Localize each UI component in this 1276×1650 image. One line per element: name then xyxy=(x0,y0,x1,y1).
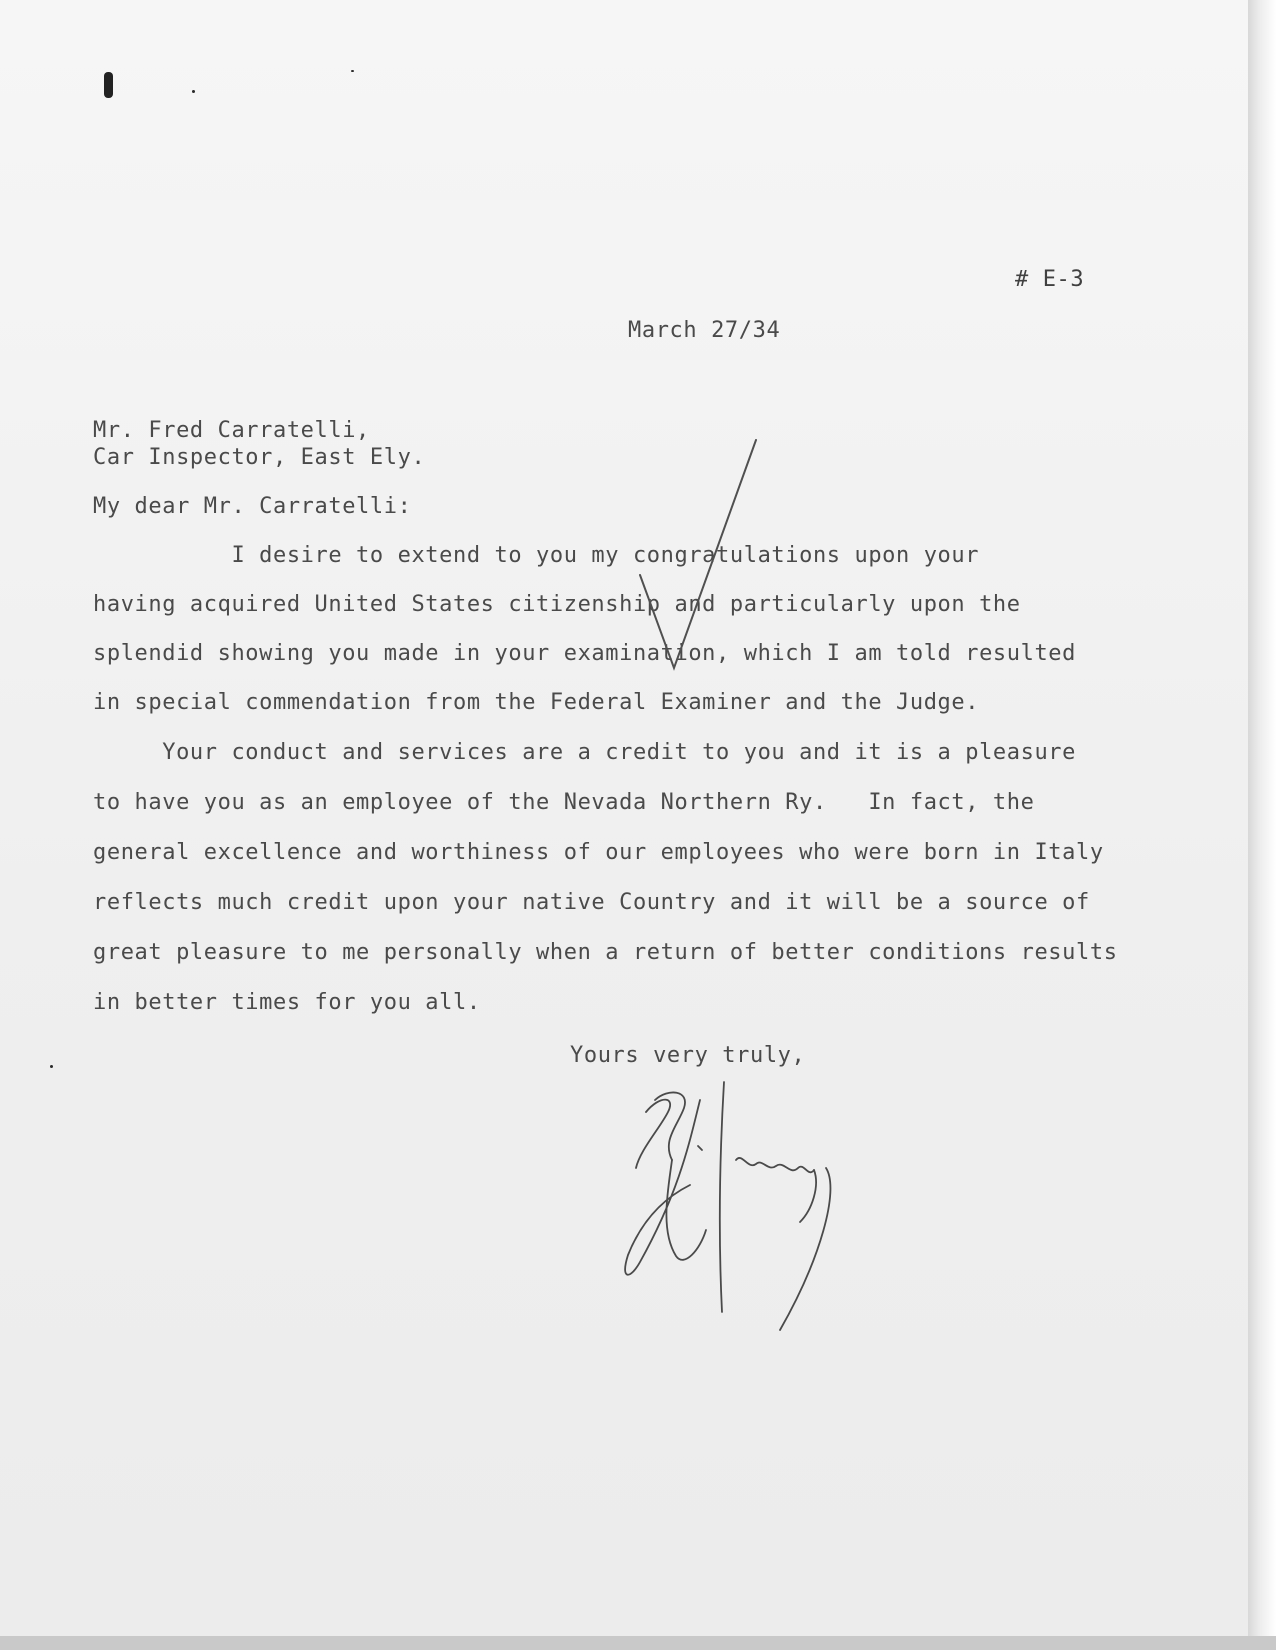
recipient-title: Car Inspector, East Ely. xyxy=(93,445,426,470)
letter-date: March 27/34 xyxy=(628,318,781,343)
salutation: My dear Mr. Carratelli: xyxy=(93,494,412,519)
signature-image xyxy=(625,1082,830,1330)
scan-edge xyxy=(1248,0,1276,1650)
recipient-name: Mr. Fred Carratelli, xyxy=(93,418,370,443)
body-line: reflects much credit upon your native Country and it will be a source of xyxy=(93,890,1090,915)
closing: Yours very truly, xyxy=(570,1043,806,1068)
body-line: splendid showing you made in your examination, which I am told resulted xyxy=(93,641,1077,666)
body-line: to have you as an employee of the Nevada Northern Ry. In fact, the xyxy=(93,790,1035,815)
body-line: general excellence and worthiness of our employees who were born in Italy xyxy=(93,840,1104,865)
scan-edge xyxy=(0,1636,1276,1650)
body-line: in special commendation from the Federal Examiner and the Judge. xyxy=(93,690,980,715)
check-mark-icon xyxy=(640,440,756,668)
body-line: in better times for you all. xyxy=(93,990,481,1015)
body-line: I desire to extend to you my congratulations upon your xyxy=(93,543,980,568)
body-line: having acquired United States citizenship and particularly upon the xyxy=(93,592,1021,617)
body-line: great pleasure to me personally when a return of better conditions results xyxy=(93,940,1118,965)
file-reference: # E-3 xyxy=(1015,267,1085,292)
body-line: Your conduct and services are a credit to you and it is a pleasure xyxy=(93,740,1077,765)
